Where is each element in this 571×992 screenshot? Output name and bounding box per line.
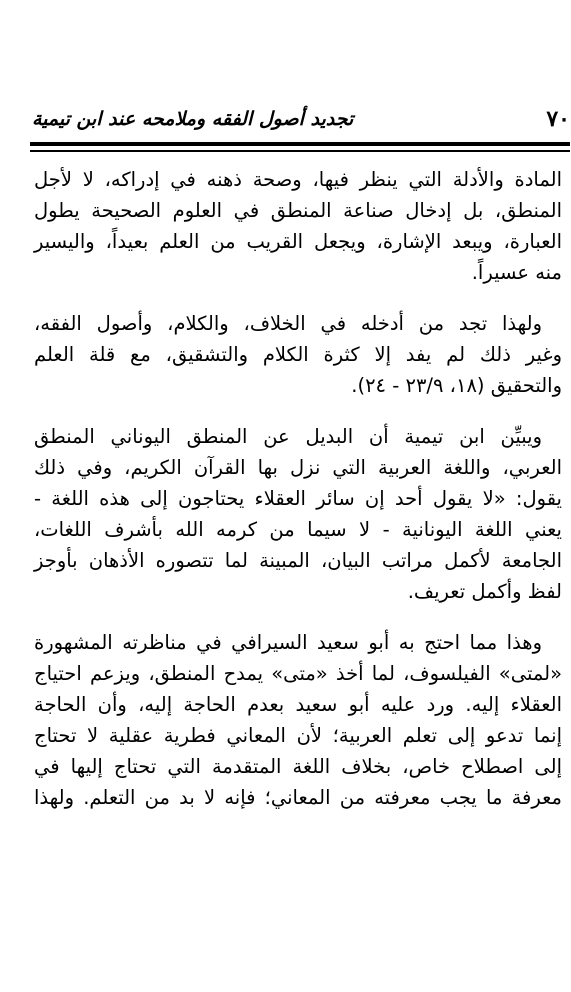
paragraph-gap [34,401,562,421]
text-line: المنطق، بل إدخال صناعة المنطق في العلوم الصحيحة يطول [34,199,562,222]
text-line: ولهذا تجد من أدخله في الخلاف، والكلام، وأصول الفقه، [34,312,542,335]
text-line: منه عسيراً. [471,261,562,284]
paragraph-3 [34,421,562,607]
text-line: العبارة، ويبعد الإشارة، ويجعل القريب من العلم بعيداً، واليسير [34,230,562,253]
text-line: العربي، واللغة العربية التي نزل بها القرآن الكريم، وفي ذلك [34,456,562,479]
paragraph-gap [34,288,562,308]
text-line: إلى اصطلاح خاص، بخلاف اللغة المتقدمة التي تحتاج إليها في [34,755,562,778]
text-line: والتحقيق (١٨، ٢٣/٩ - ٢٤). [351,374,562,397]
text-line: يعني اللغة اليونانية - لا سيما من كرمه الله بأشرف اللغات، [34,518,562,541]
paragraph-4 [34,627,562,813]
text-line: وهذا مما احتج به أبو سعيد السيرافي في مناظرته المشهورة [34,631,542,654]
text-line: إنما تدعو إلى تعلم العربية؛ لأن المعاني فطرية عقلية لا تحتاج [34,724,562,747]
page-number: ٧٠ [546,106,570,132]
running-title: تجديد أصول الفقه وملامحه عند ابن تيمية [32,108,354,130]
text-line: وغير ذلك لم يفد إلا كثرة الكلام والتشقيق، مع قلة العلم [34,343,562,366]
text-line: الجامعة لأكمل مراتب البيان، المبينة لما تتصوره الأذهان بأوجز [34,549,562,572]
text-line: «لمتى» الفيلسوف، لما أخذ «متى» يمدح المنطق، ويزعم احتياج [34,662,562,685]
paragraph-1 [34,164,562,288]
text-line: لفظ وأكمل تعريف. [407,580,562,603]
body-text [34,164,562,813]
text-line: العقلاء إليه. ورد عليه أبو سعيد بعدم الحاجة إليه، وأن الحاجة [34,693,562,716]
paragraph-gap [34,607,562,627]
text-line: ويبيِّن ابن تيمية أن البديل عن المنطق اليوناني المنطق [34,425,542,448]
header-rule-thick [30,142,570,146]
header-rule-thin [30,150,570,152]
text-line: يقول: «لا يقول أحد إن سائر العقلاء يحتاجون إلى هذه اللغة - [34,487,562,510]
text-line: المادة والأدلة التي ينظر فيها، وصحة ذهنه في إدراكه، لا لأجل [34,168,562,191]
running-header [32,104,570,140]
text-line: معرفة ما يجب معرفته من المعاني؛ فإنه لا بد من التعلم. ولهذا [34,786,562,809]
paragraph-2 [34,308,562,401]
